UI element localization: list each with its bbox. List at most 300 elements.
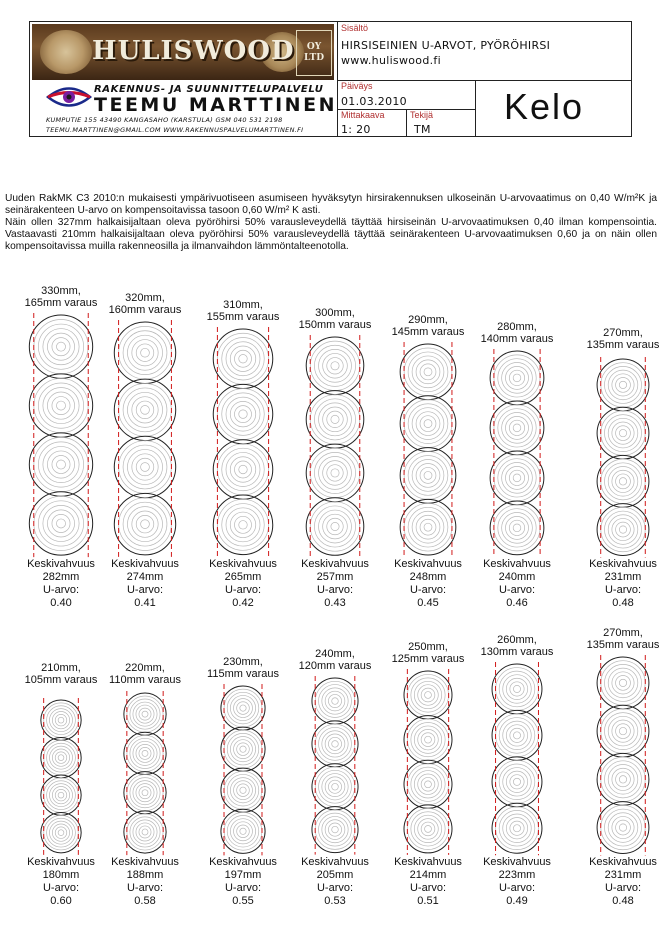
- log-outline: [114, 322, 175, 383]
- growth-ring: [226, 508, 260, 542]
- growth-ring: [608, 668, 638, 698]
- growth-ring: [230, 346, 256, 372]
- u-value-label: U-arvo:: [224, 882, 262, 894]
- log-outline: [490, 351, 544, 405]
- growth-ring: [139, 708, 151, 720]
- log-cross-section: [490, 401, 544, 455]
- divider: [337, 80, 632, 81]
- growth-ring: [43, 387, 79, 423]
- log-cross-section: [400, 396, 456, 452]
- growth-ring: [127, 392, 162, 427]
- u-value-label: U-arvo:: [316, 584, 354, 596]
- log-diameter-text: 270mm,: [603, 626, 643, 639]
- growth-ring: [513, 474, 521, 482]
- growth-ring: [132, 397, 158, 423]
- log-diameter-text: 320mm,: [125, 292, 165, 305]
- log-reservation-text: 145mm varaus: [391, 325, 465, 338]
- growth-ring: [47, 743, 76, 772]
- log-outline: [29, 433, 92, 496]
- log-outline: [400, 499, 456, 555]
- log-cross-section: [29, 492, 92, 555]
- log-cross-section: [400, 499, 456, 555]
- log-cross-section: [221, 768, 265, 812]
- log-cross-section: [124, 811, 166, 853]
- growth-ring: [319, 813, 352, 846]
- paivays-value: 01.03.2010: [341, 95, 407, 108]
- growth-ring: [616, 425, 631, 440]
- growth-ring: [328, 738, 341, 751]
- log-cross-section: [492, 803, 542, 853]
- thickness-label: Keskivahvuus: [301, 558, 369, 570]
- log-cross-section: [41, 738, 81, 778]
- u-value: 0.45: [417, 597, 439, 609]
- u-value: 0.49: [506, 895, 528, 907]
- growth-ring: [494, 505, 540, 551]
- growth-ring: [420, 416, 436, 432]
- growth-ring: [319, 510, 352, 543]
- thickness-label: Keskivahvuus: [209, 558, 277, 570]
- growth-ring: [513, 685, 520, 692]
- u-value: 0.43: [324, 597, 346, 609]
- log-cross-section: [41, 775, 81, 815]
- log-stack: [388, 666, 468, 858]
- log-reservation-text: 115mm varaus: [207, 667, 279, 680]
- thickness-value: 240mm: [498, 571, 536, 583]
- log-cross-section: [492, 664, 542, 714]
- log-cross-section: [597, 801, 649, 853]
- growth-ring: [502, 513, 533, 544]
- log-outline: [114, 379, 175, 440]
- log-cross-section: [114, 379, 175, 440]
- growth-ring: [421, 777, 435, 791]
- growth-ring: [494, 455, 540, 501]
- growth-ring: [49, 784, 72, 807]
- thickness-label: Keskivahvuus: [483, 856, 551, 868]
- growth-ring: [56, 401, 65, 410]
- log-cross-section: [306, 390, 364, 448]
- growth-ring: [616, 771, 631, 786]
- log-cross-section: [490, 451, 544, 505]
- growth-ring: [412, 459, 444, 491]
- growth-ring: [56, 460, 65, 469]
- growth-ring: [494, 355, 540, 401]
- log-outline: [213, 440, 273, 500]
- growth-ring: [612, 518, 634, 540]
- growth-ring: [319, 771, 352, 804]
- growth-ring: [331, 469, 339, 477]
- divider: [475, 80, 476, 136]
- growth-ring: [47, 781, 76, 810]
- growth-ring: [619, 429, 626, 436]
- growth-ring: [240, 746, 246, 752]
- growth-ring: [604, 462, 641, 499]
- growth-ring: [237, 825, 250, 838]
- growth-ring: [226, 342, 260, 376]
- growth-ring: [496, 807, 539, 850]
- growth-ring: [44, 816, 79, 851]
- growth-ring: [44, 741, 79, 776]
- log-reservation-text: 125mm varaus: [391, 653, 465, 666]
- growth-ring: [496, 714, 539, 757]
- growth-ring: [601, 805, 645, 849]
- log-reservation-text: 120mm varaus: [298, 660, 372, 673]
- log-diameter-text: 280mm,: [497, 321, 537, 334]
- growth-ring: [315, 682, 355, 722]
- growth-ring: [496, 667, 539, 710]
- growth-ring: [331, 522, 339, 530]
- growth-ring: [420, 467, 436, 483]
- growth-ring: [38, 501, 83, 546]
- thickness-value: 223mm: [498, 869, 536, 881]
- growth-ring: [310, 394, 359, 443]
- log-outline: [114, 436, 175, 497]
- log-outline: [400, 344, 456, 400]
- log-cross-section: [41, 813, 81, 853]
- growth-ring: [141, 348, 150, 357]
- eye-logo-icon: [46, 84, 92, 110]
- growth-ring: [217, 334, 268, 385]
- growth-ring: [499, 810, 535, 846]
- growth-ring: [237, 742, 250, 755]
- u-value-label: U-arvo:: [409, 882, 447, 894]
- growth-ring: [407, 675, 448, 716]
- growth-ring: [217, 500, 268, 551]
- log-cross-section: [213, 495, 273, 555]
- u-value-label: U-arvo:: [409, 584, 447, 596]
- log-cross-section: [597, 657, 649, 709]
- growth-ring: [49, 821, 72, 844]
- tekija-label: Tekijä: [410, 110, 434, 120]
- growth-ring: [616, 675, 631, 690]
- growth-ring: [230, 512, 256, 538]
- log-stack: [203, 681, 283, 858]
- log-stack: [295, 673, 375, 858]
- log-diameter-text: 250mm,: [408, 641, 448, 654]
- growth-ring: [424, 523, 432, 531]
- growth-ring: [604, 760, 641, 797]
- growth-ring: [411, 723, 445, 757]
- log-outline: [306, 337, 364, 395]
- growth-ring: [141, 520, 150, 529]
- log-stack: [105, 688, 185, 858]
- growth-ring: [34, 319, 88, 373]
- growth-ring: [132, 454, 158, 480]
- growth-ring: [510, 821, 524, 835]
- growth-ring: [43, 505, 79, 541]
- growth-ring: [217, 444, 268, 495]
- thickness-label: Keskivahvuus: [111, 558, 179, 570]
- u-value-label: U-arvo:: [126, 584, 164, 596]
- log-cross-section: [404, 760, 452, 808]
- thickness-value: 265mm: [224, 571, 262, 583]
- log-cross-section: [306, 337, 364, 395]
- growth-ring: [142, 829, 148, 835]
- growth-ring: [604, 809, 641, 846]
- growth-ring: [123, 331, 167, 375]
- log-cross-section: [41, 700, 81, 740]
- growth-ring: [498, 509, 536, 547]
- growth-ring: [217, 389, 268, 440]
- log-cross-section: [404, 671, 452, 719]
- log-outline: [597, 753, 649, 805]
- log-cross-section: [312, 807, 358, 853]
- growth-ring: [319, 456, 352, 489]
- growth-ring: [327, 518, 343, 534]
- growth-ring: [127, 774, 163, 810]
- log-outline: [213, 495, 273, 555]
- growth-ring: [408, 352, 448, 392]
- growth-ring: [513, 778, 520, 785]
- growth-ring: [235, 406, 252, 423]
- log-cross-section: [29, 433, 92, 496]
- growth-ring: [327, 411, 343, 427]
- growth-ring: [425, 736, 432, 743]
- intro-paragraph: Näin ollen 327mm halkaisijaltaan oleva pyöröhirsi 50% varausleveydellä täyttää hirsiseinän U-arvovaatimuksen 0,40 ilman kompensointia. Vastaavasti 210mm halkaisijaltaan oleva pyöröhirsi 50% varausleveydellä täyttää seinärakenteen U-arvovaatimuksen 0,60 ja on näin ollen kompensoitavissa muilla rakenneosilla ja ilmanvaihdon lämmöntalteenotolla.: [5, 217, 657, 252]
- growth-ring: [414, 726, 441, 753]
- growth-ring: [127, 696, 163, 732]
- log-stack: [583, 652, 661, 858]
- growth-ring: [55, 790, 67, 802]
- log-outline: [597, 407, 649, 459]
- growth-ring: [509, 470, 524, 485]
- growth-ring: [328, 695, 341, 708]
- growth-ring: [414, 771, 441, 798]
- growth-ring: [604, 712, 641, 749]
- u-value-label: U-arvo:: [498, 584, 536, 596]
- log-cross-section: [597, 455, 649, 507]
- growth-ring: [509, 520, 524, 535]
- growth-ring: [319, 349, 352, 382]
- thickness-value: 214mm: [409, 869, 447, 881]
- growth-ring: [619, 477, 626, 484]
- growth-ring: [411, 678, 445, 712]
- growth-ring: [38, 442, 83, 487]
- growth-ring: [315, 810, 355, 850]
- thickness-label: Keskivahvuus: [27, 856, 95, 868]
- log-outline: [597, 359, 649, 411]
- log-stack: [477, 346, 557, 560]
- log-outline: [490, 401, 544, 455]
- u-value-label: U-arvo:: [604, 882, 642, 894]
- growth-ring: [319, 685, 352, 718]
- log-cross-section: [114, 494, 175, 555]
- growth-ring: [612, 422, 634, 444]
- growth-ring: [608, 466, 638, 496]
- growth-ring: [224, 689, 262, 727]
- growth-ring: [235, 461, 252, 478]
- growth-ring: [404, 452, 452, 500]
- growth-ring: [332, 741, 339, 748]
- thickness-label: Keskivahvuus: [394, 856, 462, 868]
- log-cross-section: [213, 329, 273, 389]
- growth-ring: [323, 353, 348, 378]
- log-outline: [400, 396, 456, 452]
- growth-ring: [601, 459, 645, 503]
- growth-ring: [404, 400, 452, 448]
- growth-ring: [505, 417, 528, 440]
- growth-ring: [34, 496, 88, 550]
- log-diameter-text: 220mm,: [125, 662, 165, 674]
- log-dimension-label: [543, 327, 661, 351]
- growth-ring: [55, 715, 67, 727]
- u-value: 0.48: [612, 597, 634, 609]
- growth-ring: [142, 790, 148, 796]
- growth-ring: [619, 525, 626, 532]
- growth-ring: [503, 674, 532, 703]
- u-value: 0.40: [50, 597, 72, 609]
- company-address: KUMPUTIE 155 43490 KANGASAHO (KARSTULA) GSM 040 531 2198: [46, 116, 283, 124]
- growth-ring: [323, 460, 348, 485]
- log-reservation-text: 160mm varaus: [108, 304, 182, 317]
- growth-ring: [49, 746, 72, 769]
- growth-ring: [52, 396, 70, 414]
- growth-ring: [38, 324, 83, 369]
- u-value: 0.51: [417, 895, 439, 907]
- growth-ring: [407, 764, 448, 805]
- log-stack: [21, 310, 101, 560]
- growth-ring: [509, 420, 524, 435]
- growth-ring: [230, 402, 256, 428]
- u-value-label: U-arvo:: [126, 882, 164, 894]
- growth-ring: [310, 502, 359, 551]
- growth-ring: [513, 824, 520, 831]
- growth-ring: [619, 679, 626, 686]
- growth-ring: [407, 719, 448, 760]
- growth-ring: [332, 827, 339, 834]
- growth-ring: [612, 816, 634, 838]
- growth-ring: [496, 760, 539, 803]
- log-stats: [543, 856, 661, 908]
- growth-ring: [425, 692, 432, 699]
- growth-ring: [601, 410, 645, 454]
- growth-ring: [408, 507, 448, 547]
- growth-ring: [510, 728, 524, 742]
- growth-ring: [47, 392, 74, 419]
- log-diameter-text: 290mm,: [408, 313, 448, 326]
- log-stack: [295, 332, 375, 560]
- u-value: 0.55: [232, 895, 254, 907]
- log-reservation-text: 165mm varaus: [24, 296, 98, 309]
- growth-ring: [612, 470, 634, 492]
- log-cross-section: [312, 678, 358, 724]
- growth-ring: [513, 374, 521, 382]
- log-stack: [583, 354, 661, 560]
- growth-ring: [133, 781, 157, 805]
- growth-ring: [408, 455, 448, 495]
- growth-ring: [222, 393, 265, 436]
- growth-ring: [616, 522, 631, 537]
- log-cross-section: [221, 809, 265, 853]
- growth-ring: [119, 384, 172, 437]
- log-stack: [388, 339, 468, 560]
- log-cross-section: [597, 753, 649, 805]
- growth-ring: [226, 398, 260, 432]
- growth-ring: [404, 348, 452, 396]
- growth-ring: [502, 363, 533, 394]
- thickness-value: 231mm: [604, 869, 642, 881]
- log-outline: [597, 503, 649, 555]
- divider: [337, 22, 338, 136]
- growth-ring: [226, 453, 260, 487]
- log-outline: [213, 329, 273, 389]
- log-cross-section: [400, 448, 456, 504]
- log-stats: [543, 558, 661, 610]
- log-diameter-text: 240mm,: [315, 648, 355, 661]
- growth-ring: [119, 327, 172, 380]
- growth-ring: [412, 511, 444, 543]
- growth-ring: [425, 826, 432, 833]
- growth-ring: [315, 767, 355, 807]
- growth-ring: [604, 664, 641, 701]
- log-reservation-text: 135mm varaus: [586, 638, 660, 651]
- growth-ring: [240, 787, 246, 793]
- growth-ring: [408, 404, 448, 444]
- growth-ring: [407, 808, 448, 849]
- log-cross-section: [221, 686, 265, 730]
- growth-ring: [412, 356, 444, 388]
- growth-ring: [499, 671, 535, 707]
- growth-ring: [139, 747, 151, 759]
- growth-ring: [608, 716, 638, 746]
- sisalto-label: Sisältö: [341, 23, 369, 33]
- log-cross-section: [221, 727, 265, 771]
- growth-ring: [323, 407, 348, 432]
- tekija-value: TM: [414, 123, 431, 136]
- growth-ring: [310, 448, 359, 497]
- title-block: [29, 21, 632, 137]
- logo-text: HULISWOOD: [92, 36, 295, 66]
- growth-ring: [503, 767, 532, 796]
- log-stack: [105, 317, 185, 560]
- growth-ring: [235, 517, 252, 534]
- growth-ring: [222, 449, 265, 492]
- growth-ring: [52, 514, 70, 532]
- growth-ring: [510, 682, 524, 696]
- log-cross-section: [306, 444, 364, 502]
- growth-ring: [513, 524, 521, 532]
- log-cross-section: [400, 344, 456, 400]
- growth-ring: [498, 359, 536, 397]
- growth-ring: [43, 446, 79, 482]
- log-cross-section: [597, 705, 649, 757]
- growth-ring: [142, 750, 148, 756]
- log-reservation-text: 105mm varaus: [24, 674, 98, 686]
- growth-ring: [502, 463, 533, 494]
- growth-ring: [58, 830, 64, 836]
- growth-ring: [44, 703, 79, 738]
- log-outline: [29, 492, 92, 555]
- log-cross-section: [213, 440, 273, 500]
- growth-ring: [505, 367, 528, 390]
- growth-ring: [230, 736, 255, 761]
- log-cross-section: [492, 757, 542, 807]
- growth-ring: [230, 818, 255, 843]
- growth-ring: [34, 437, 88, 491]
- growth-ring: [424, 471, 432, 479]
- thickness-label: Keskivahvuus: [27, 558, 95, 570]
- log-outline: [306, 497, 364, 555]
- growth-ring: [499, 764, 535, 800]
- growth-ring: [404, 503, 452, 551]
- company-name: TEEMU MARTTINEN: [94, 94, 337, 116]
- growth-ring: [424, 420, 432, 428]
- log-end-decoration: [40, 30, 92, 74]
- log-cross-section: [312, 721, 358, 767]
- u-value-label: U-arvo:: [604, 584, 642, 596]
- log-outline: [490, 451, 544, 505]
- growth-ring: [509, 370, 524, 385]
- growth-ring: [123, 388, 167, 432]
